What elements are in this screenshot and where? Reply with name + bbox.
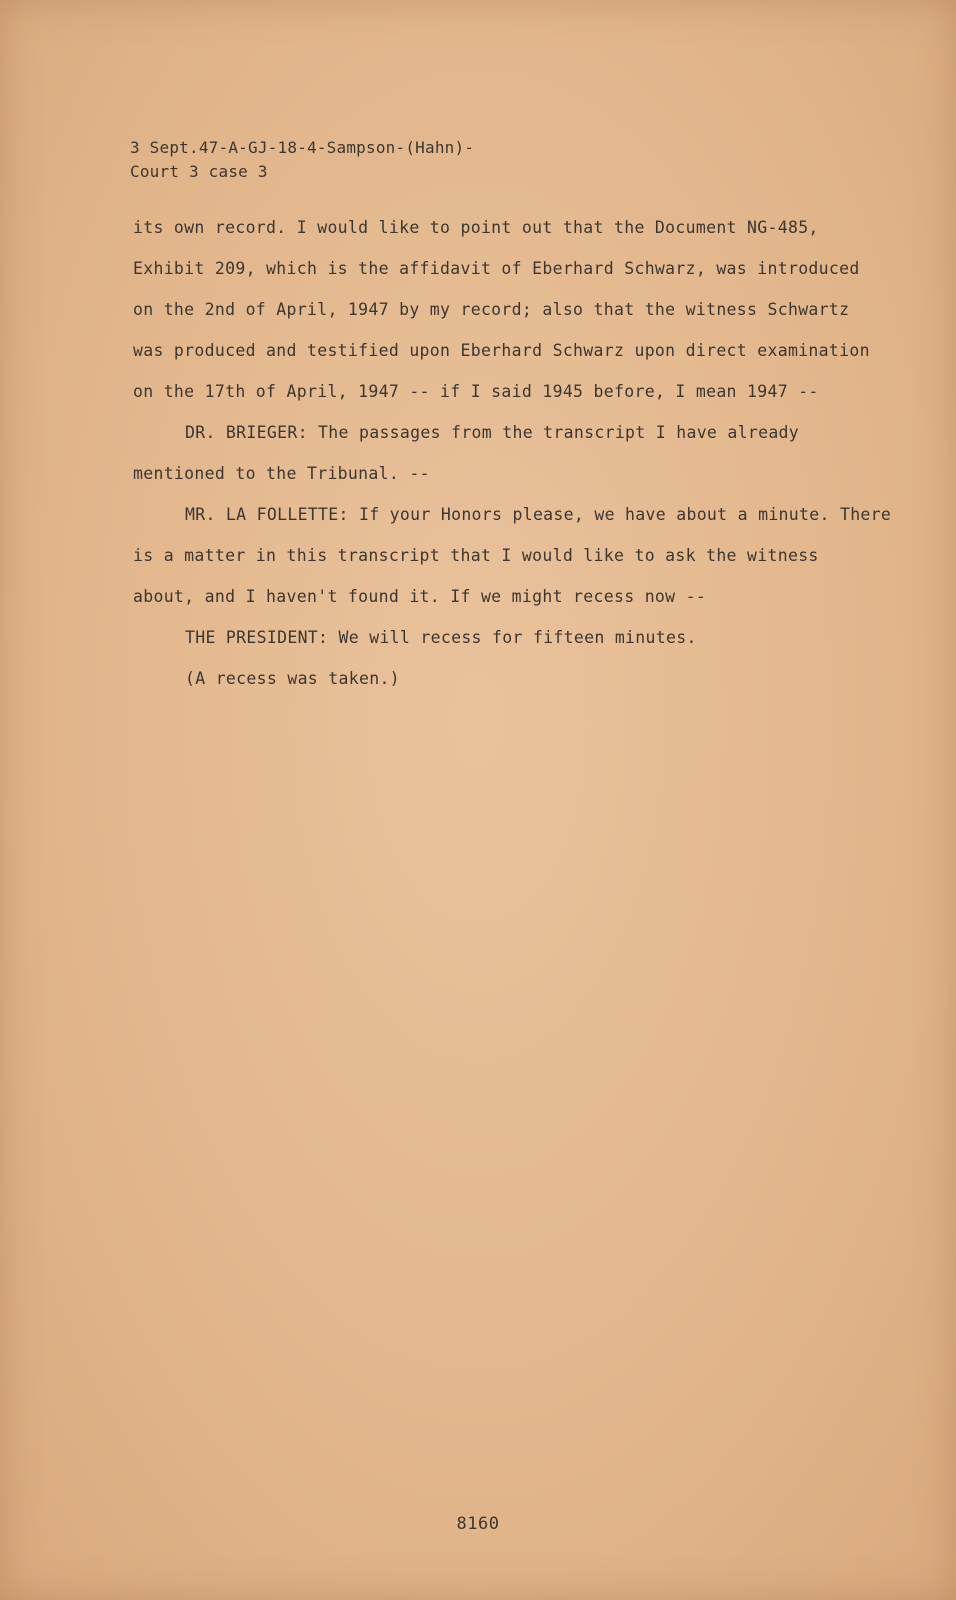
recess-note: (A recess was taken.) xyxy=(185,669,400,688)
transcript-line: was produced and testified upon Eberhard Schwarz upon direct examination xyxy=(133,341,870,360)
transcript-line: about, and I haven't found it. If we might recess now -- xyxy=(133,587,707,606)
header-court-line: Court 3 case 3 xyxy=(130,162,268,181)
transcript-line: on the 2nd of April, 1947 by my record; also that the witness Schwartz xyxy=(133,300,850,319)
transcript-line: its own record. I would like to point out that the Document NG-485, xyxy=(133,218,819,237)
transcript-line: mentioned to the Tribunal. -- xyxy=(133,464,430,483)
transcript-line: on the 17th of April, 1947 -- if I said 1945 before, I mean 1947 -- xyxy=(133,382,819,401)
speaker-line-brieger: DR. BRIEGER: The passages from the transcript I have already xyxy=(185,423,800,442)
transcript-line: Exhibit 209, which is the affidavit of Eberhard Schwarz, was introduced xyxy=(133,259,860,278)
transcript-line: is a matter in this transcript that I would like to ask the witness xyxy=(133,546,819,565)
header-reference-line: 3 Sept.47-A-GJ-18-4-Sampson-(Hahn)- xyxy=(130,138,475,157)
speaker-line-la-follette: MR. LA FOLLETTE: If your Honors please, we have about a minute. There xyxy=(185,505,892,524)
transcript-body xyxy=(133,218,893,710)
speaker-line-president: THE PRESIDENT: We will recess for fifteen minutes. xyxy=(185,628,697,647)
document-header xyxy=(130,136,474,184)
page-number: 8160 xyxy=(456,1514,500,1534)
